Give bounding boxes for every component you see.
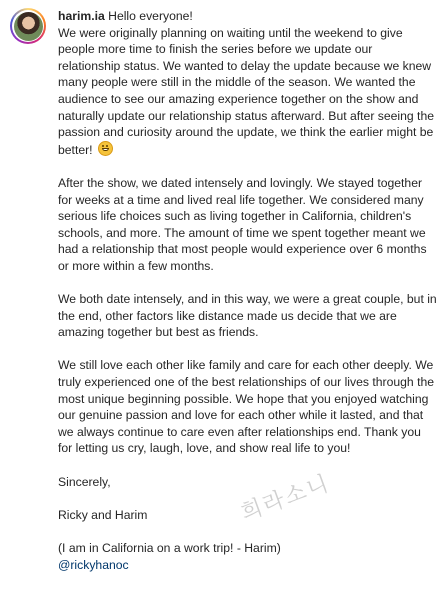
caption-signature: Ricky and Harim (58, 507, 148, 522)
avatar-border (12, 10, 44, 42)
caption-paragraph-4: We still love each other like family and care for each other deeply. We truly experienced one of the best relationships of our lives through the most unique beginning possible. We hope that you enjoyed watching our genuine passion and love for each other while it lasted, and that we always continue to care even after relationships end. Thank you for letting us cry, laugh, love, and show real life to you! (58, 358, 435, 456)
watermark-text: 희라소니 (237, 470, 334, 527)
story-ring[interactable] (10, 8, 46, 44)
caption-paragraph-3: We both date intensely, and in this way, we were a great couple, but in the end, other factors like distance made us decide that we are amazing together but best as friends. (58, 292, 437, 340)
caption-paragraph-2: After the show, we dated intensely and lovingly. We stayed together for weeks at a time and lived real life together. We considered many serious life choices such as living together in California, children's schools, and more. The amount of time we spent together meant we had a relationship that most people would experience over 6 months or more within a few months. (58, 175, 427, 273)
caption-signoff: Sincerely, (58, 474, 111, 489)
username-link[interactable]: harim.ia (58, 9, 105, 23)
grinning-face-icon (98, 141, 113, 156)
caption-text (58, 8, 438, 573)
mention-link[interactable]: @rickyhanoc (58, 557, 129, 572)
caption-greeting: Hello everyone! (108, 9, 193, 23)
caption-paragraph-1: We were originally planning on waiting until the weekend to give people more time to finish the series before we update our relationship status. We wanted to delay the update because we knew many people were still in the middle of the season. We wanted the audience to see our amazing experience together on the show and naturally update our relationship status afterward. But after seeing the passion and curiosity around the update, we think the earlier might be better! (58, 25, 435, 157)
caption-note: (I am in California on a work trip! - Harim) (58, 541, 281, 555)
avatar[interactable] (14, 12, 43, 41)
